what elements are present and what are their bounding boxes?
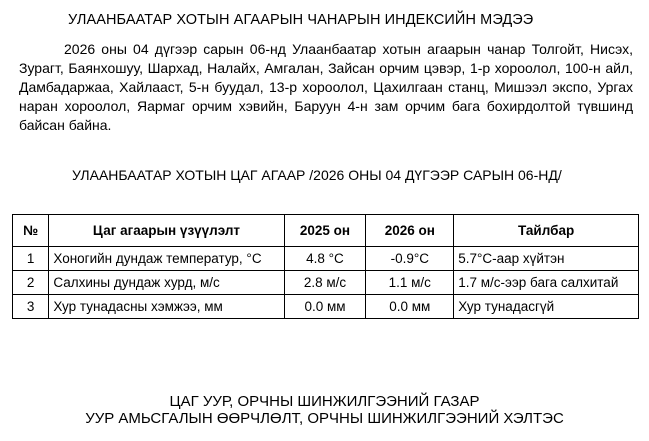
row-indicator: Хоногийн дундаж температур, °C — [49, 247, 284, 271]
row-indicator: Салхины дундаж хурд, м/с — [49, 271, 284, 295]
row-value-2026: 1.1 м/с — [366, 271, 454, 295]
row-value-2026: 0.0 мм — [366, 295, 454, 319]
row-number: 1 — [13, 247, 49, 271]
header-note: Тайлбар — [454, 215, 639, 247]
row-value-2025: 4.8 °C — [284, 247, 366, 271]
air-quality-paragraph: 2026 оны 04 дүгээр сарын 06-нд Улаанбаатар хотын агаарын чанар Толгойт, Нисэх, Зурагт, Баянхошуу, Шархад, Налайх, Амгалан, Зайсан орчим цэвэр, 1-р хороолол, 100-н айл, Дамбадаржаа, Хайлааст, 5-н буудал, 13-р хороолол, Цахилгаан станц, Мишээл экспо, Ургах наран хороолол, Яармаг орчим хэвийн, Баруун 4-н зам орчим бага бохирдолтой түвшинд байсан байна. — [19, 41, 633, 133]
table-row — [13, 295, 639, 319]
weather-table — [12, 214, 639, 319]
document-title: УЛААНБААТАР ХОТЫН АГААРЫН ЧАНАРЫН ИНДЕКСИЙН МЭДЭЭ — [68, 12, 534, 28]
weather-section-title: УЛААНБААТАР ХОТЫН ЦАГ АГААР /2026 ОНЫ 04 ДҮГЭЭР САРЫН 06-НД/ — [72, 167, 562, 183]
row-indicator: Хур тунадасны хэмжээ, мм — [49, 295, 284, 319]
table-header-row — [13, 215, 639, 247]
footer-department: УУР АМЬСГАЛЫН ӨӨРЧЛӨЛТ, ОРЧНЫ ШИНЖИЛГЭЭНИЙ ХЭЛТЭС — [85, 410, 564, 427]
row-number: 3 — [13, 295, 49, 319]
row-value-2025: 0.0 мм — [284, 295, 366, 319]
table-row — [13, 247, 639, 271]
row-value-2025: 2.8 м/с — [284, 271, 366, 295]
row-number: 2 — [13, 271, 49, 295]
header-number: № — [13, 215, 49, 247]
table-row — [13, 271, 639, 295]
row-note: 5.7°C-аар хүйтэн — [454, 247, 639, 271]
row-value-2026: -0.9°C — [366, 247, 454, 271]
header-indicator: Цаг агаарын үзүүлэлт — [49, 215, 284, 247]
row-note: 1.7 м/с-ээр бага салхитай — [454, 271, 639, 295]
header-year-2025: 2025 он — [284, 215, 366, 247]
row-note: Хур тунадасгүй — [454, 295, 639, 319]
footer-agency: ЦАГ УУР, ОРЧНЫ ШИНЖИЛГЭЭНИЙ ГАЗАР — [169, 393, 480, 410]
header-year-2026: 2026 он — [366, 215, 454, 247]
